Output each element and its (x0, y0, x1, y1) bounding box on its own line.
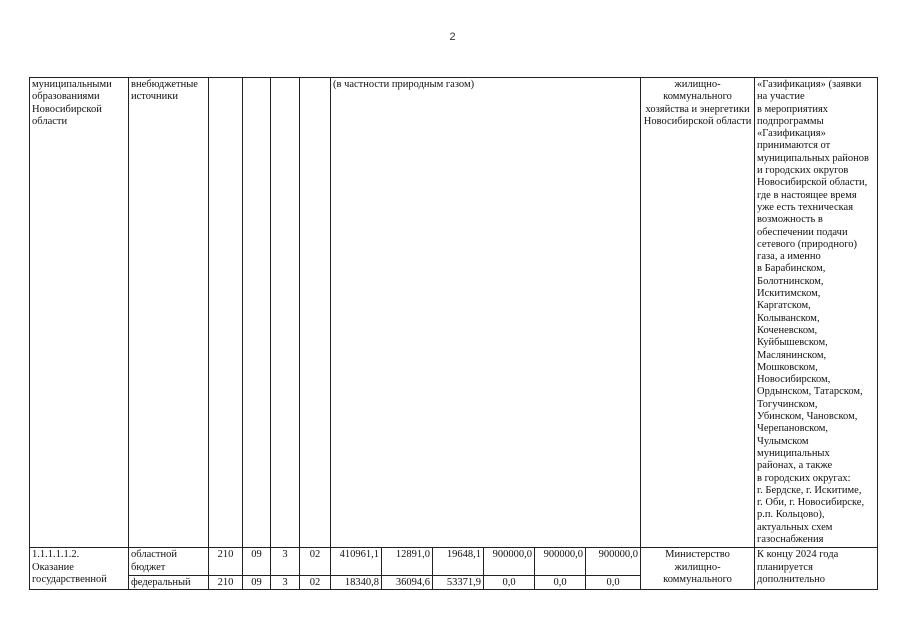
table-row (30, 548, 878, 576)
grbs-cell (209, 78, 243, 548)
program-table (29, 77, 878, 590)
rz-cell: 09 (243, 548, 271, 576)
value-cell: 900000,0 (484, 548, 535, 576)
grbs-cell: 210 (209, 575, 243, 589)
page-number: 2 (449, 31, 456, 43)
measure-cell: муниципальными образованиями Новосибирской области (30, 78, 129, 548)
rz-cell (243, 78, 271, 548)
csr-cell: 02 (300, 575, 331, 589)
value-cell: 0,0 (586, 575, 641, 589)
source-cell: областной бюджет (129, 548, 209, 576)
source-cell: федеральный (129, 575, 209, 589)
executor-cell: жилищно- коммунального хозяйства и энергетики Новосибирской области (641, 78, 755, 548)
pr-cell: 3 (271, 575, 300, 589)
result-cell: «Газификация» (заявки на участие в мероприятиях подпрограммы «Газификация» принимаются от муниципальных районов и городских округов Новосибирской области, где в настоящее время уже есть техническая возможность в обеспечении подачи сетевого (природного) газа, а именно в Барабинском, Болотнинском, Искитимском, Каргатском, Колыванском, Коченевском, Куйбышевском, Маслянинском, Мошковском, Новосибирском, Ордынском, Татарском, Тогучинском, Убинском, Чановском, Черепановском, Чулымском муниципальных районах, а также в городских округах: г. Бердске, г. Искитиме, г. Оби, г. Новосибирске, р.п. Кольцово), актуальных схем газоснабжения (755, 78, 878, 548)
value-cell: 410961,1 (331, 548, 382, 576)
description-cell: (в частности природным газом) (331, 78, 641, 548)
result-cell: К концу 2024 года планируется дополнительно (755, 548, 878, 590)
executor-cell: Министерство жилищно- коммунального (641, 548, 755, 590)
continuation-row (30, 78, 878, 548)
csr-cell (300, 78, 331, 548)
source-cell: внебюджетные источники (129, 78, 209, 548)
value-cell: 19648,1 (433, 548, 484, 576)
value-cell: 53371,9 (433, 575, 484, 589)
value-cell: 900000,0 (586, 548, 641, 576)
value-cell: 12891,0 (382, 548, 433, 576)
value-cell: 18340,8 (331, 575, 382, 589)
item-code-cell: 1.1.1.1.1.2. Оказание государственной (30, 548, 129, 590)
rz-cell: 09 (243, 575, 271, 589)
value-cell: 36094,6 (382, 575, 433, 589)
pr-cell (271, 78, 300, 548)
value-cell: 900000,0 (535, 548, 586, 576)
grbs-cell: 210 (209, 548, 243, 576)
pr-cell: 3 (271, 548, 300, 576)
value-cell: 0,0 (535, 575, 586, 589)
csr-cell: 02 (300, 548, 331, 576)
value-cell: 0,0 (484, 575, 535, 589)
